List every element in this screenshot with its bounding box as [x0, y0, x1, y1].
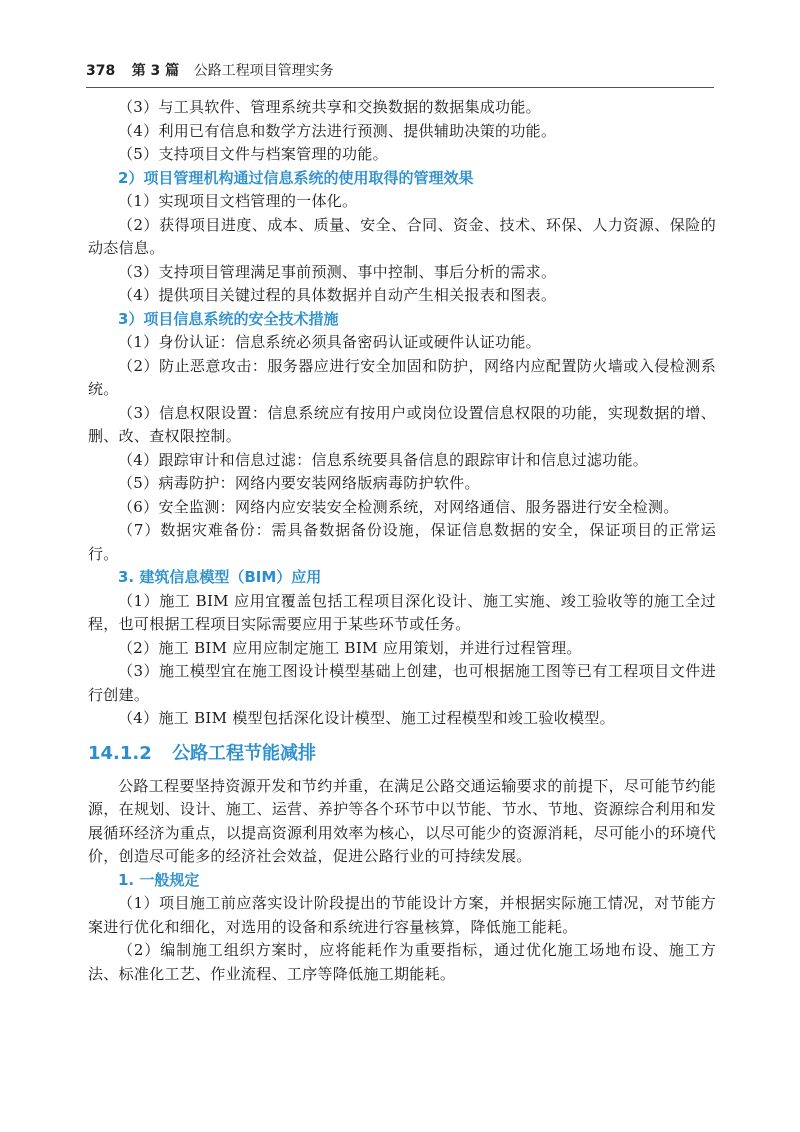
- running-header: [86, 58, 714, 84]
- paragraph: （2）防止恶意攻击：服务器应进行安全加固和防护，网络内应配置防火墙或入侵检测系统。: [88, 356, 716, 398]
- section-title: 公路工程节能减排: [172, 742, 317, 764]
- paragraph: （7）数据灾难备份：需具备数据备份设施，保证信息数据的安全，保证项目的正常运行。: [88, 521, 716, 563]
- paragraph: （2）编制施工组织方案时，应将能耗作为重要指标，通过优化施工场地布设、施工方法、标准化工艺、作业流程、工序等降低施工期能耗。: [88, 941, 716, 983]
- paragraph: （3）信息权限设置：信息系统应有按用户或岗位设置信息权限的功能，实现数据的增、删、改、查权限控制。: [88, 403, 716, 445]
- paragraph: （4）施工 BIM 模型包括深化设计模型、施工过程模型和竣工验收模型。: [118, 709, 615, 727]
- paragraph: 公路工程要坚持资源开发和节约并重，在满足公路交通运输要求的前提下，尽可能节约能源，在规划、设计、施工、运营、养护等各个环节中以节能、节水、节地、资源综合利用和发展循环经济为重点，以提高资源利用效率为核心，以尽可能少的资源消耗，尽可能小的环境代价，创造尽可能多的经济社会效益，促进公路行业的可持续发展。: [88, 776, 716, 865]
- paragraph: （6）安全监测：网络内应安装安全检测系统，对网络通信、服务器进行安全检测。: [118, 497, 679, 516]
- subheading-general-rules: 1. 一般规定: [118, 870, 200, 889]
- part-label: 第 3 篇: [131, 63, 180, 79]
- paragraph: （1）实现项目文档管理的一体化。: [118, 192, 358, 210]
- paragraph: （4）提供项目关键过程的具体数据并自动产生相关报表和图表。: [118, 286, 557, 304]
- paragraph: （2）施工 BIM 应用应制定施工 BIM 应用策划，并进行过程管理。: [118, 638, 582, 657]
- header-rule: [86, 87, 714, 88]
- paragraph: （5）病毒防护：网络内要安装网络版病毒防护软件。: [118, 474, 480, 492]
- paragraph: （3）与工具软件、管理系统共享和交换数据的数据集成功能。: [118, 98, 541, 116]
- book-title: 公路工程项目管理实务: [193, 63, 334, 79]
- paragraph: （1）身份认证：信息系统必须具备密码认证或硬件认证功能。: [118, 333, 541, 351]
- subheading-security-measures: 3）项目信息系统的安全技术措施: [118, 309, 339, 328]
- section-heading: [88, 741, 716, 767]
- body-text: [88, 96, 716, 986]
- page-number: 378: [86, 63, 116, 79]
- paragraph: （2）获得项目进度、成本、质量、安全、合同、资金、技术、环保、人力资源、保险的动态信息。: [88, 215, 716, 257]
- paragraph: （4）跟踪审计和信息过滤：信息系统要具备信息的跟踪审计和信息过滤功能。: [118, 450, 649, 469]
- paragraph: （1）施工 BIM 应用宜覆盖包括工程项目深化设计、施工实施、竣工验收等的施工全过程，也可根据工程项目实际需要应用于某些环节或任务。: [88, 591, 716, 633]
- subheading-bim: 3. 建筑信息模型（BIM）应用: [118, 568, 322, 586]
- section-number: 14.1.2: [88, 742, 152, 764]
- paragraph: （4）利用已有信息和数学方法进行预测、提供辅助决策的功能。: [118, 121, 557, 140]
- paragraph: （3）支持项目管理满足事前预测、事中控制、事后分析的需求。: [118, 262, 557, 281]
- paragraph: （3）施工模型宜在施工图设计模型基础上创建，也可根据施工图等已有工程项目文件进行创建。: [88, 662, 716, 704]
- subheading-management-effects: 2）项目管理机构通过信息系统的使用取得的管理效果: [118, 168, 474, 187]
- paragraph: （5）支持项目文件与档案管理的功能。: [118, 145, 388, 163]
- paragraph: （1）项目施工前应落实设计阶段提出的节能设计方案，并根据实际施工情况，对节能方案进行优化和细化，对选用的设备和系统进行容量核算，降低施工能耗。: [88, 894, 716, 936]
